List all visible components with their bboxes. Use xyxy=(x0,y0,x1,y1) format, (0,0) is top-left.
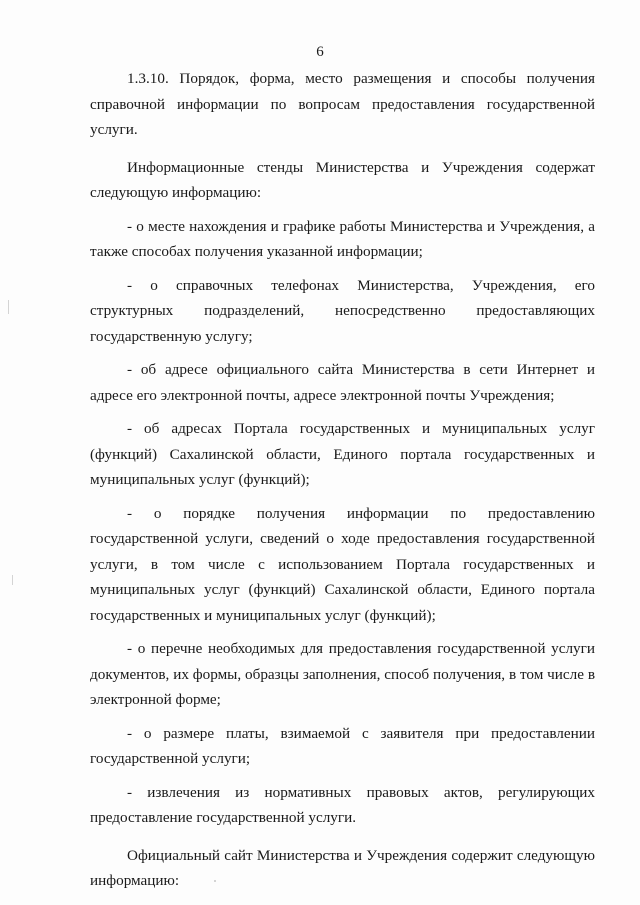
scan-artifact-mark xyxy=(12,575,13,585)
list-item-documents: - о перечне необходимых для предоставления государственной услуги документов, их формы, образцы заполнения, способ получения, в том числе в электронной форме; xyxy=(90,640,595,708)
paragraph-website-intro: Официальный сайт Министерства и Учреждения содержит следующую информацию: xyxy=(90,846,595,889)
list-item-location: - о месте нахождения и графике работы Министерства и Учреждения, а также способах получения указанной информации; xyxy=(90,217,595,260)
scan-artifact-mark xyxy=(214,880,216,882)
list-item-procedure: - о порядке получения информации по предоставлению государственной услуги, сведений о ходе предоставления государственной услуги, в том числе с использованием Портала государственных и муниципальных услуг (функций) Сахалинской области, Единого портала государственных и муниципальных услуг (функций); xyxy=(90,504,595,624)
paragraph-stands-intro: Информационные стенды Министерства и Учреждения содержат следующую информацию: xyxy=(90,158,595,201)
paragraph-section-heading: 1.3.10. Порядок, форма, место размещения и способы получения справочной информации по вопросам предоставления государственной услуги. xyxy=(90,70,595,138)
page-number: 6 xyxy=(316,44,324,60)
scan-artifact-mark xyxy=(8,300,9,314)
list-item-portals: - об адресах Портала государственных и муниципальных услуг (функций) Сахалинской области, Единого портала государственных и муниципальных услуг (функций); xyxy=(90,420,595,488)
document-body xyxy=(90,66,595,894)
list-item-website: - об адресе официального сайта Министерства в сети Интернет и адресе его электронной почты, адресе электронной почты Учреждения; xyxy=(90,361,595,404)
list-item-phones: - о справочных телефонах Министерства, Учреждения, его структурных подразделений, непосредственно предоставляющих государственную услугу; xyxy=(90,276,595,345)
list-item-regulations: - извлечения из нормативных правовых актов, регулирующих предоставление государственной услуги. xyxy=(90,783,595,826)
list-item-fee: - о размере платы, взимаемой с заявителя при предоставлении государственной услуги; xyxy=(90,724,595,767)
